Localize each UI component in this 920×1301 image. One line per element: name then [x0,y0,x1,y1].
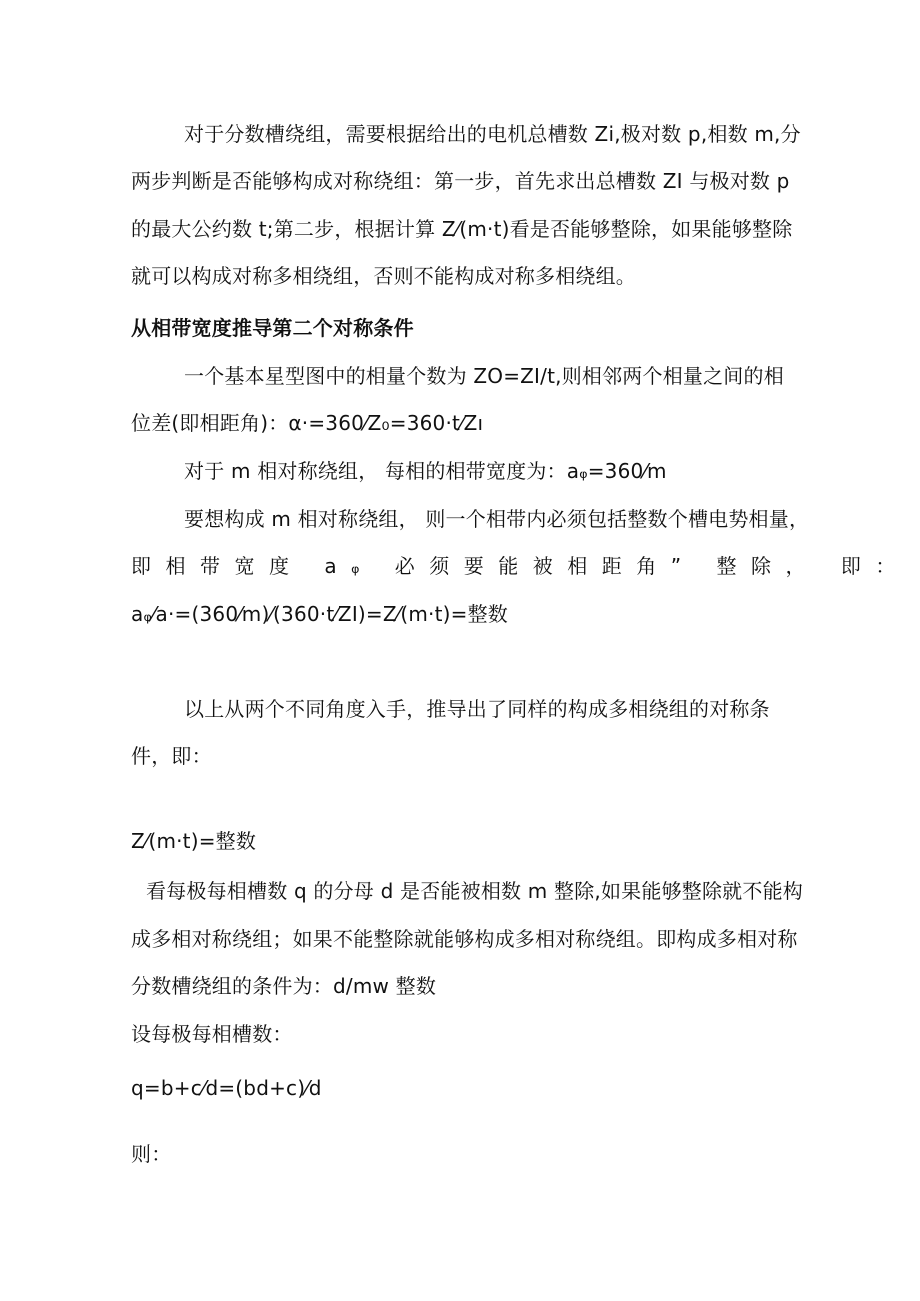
para6-line3: 分数槽绕组的条件为：d/mw 整数 [131,974,437,998]
para1-line4: 就可以构成对称多相绕组，否则不能构成对称多相绕组。 [131,264,636,288]
para1-line3: 的最大公约数 t;第二步，根据计算 Z⁄(m·t)看是否能够整除，如果能够整除 [131,217,793,241]
para3-line1: 对于 m 相对称绕组， 每相的相带宽度为：aᵩ=360⁄m [184,459,667,483]
para6-line1: 看每极每相槽数 q 的分母 d 是否能被相数 m 整除,如果能够整除就不能构 [146,879,803,903]
para7: 设每极每相槽数： [131,1022,293,1046]
formula-condition: Z⁄(m·t)=整数 [131,829,257,853]
para6-line2: 成多相对称绕组；如果不能整除就能够构成多相对称绕组。即构成多相对称 [131,927,798,951]
para8: 则： [131,1142,172,1166]
section-heading: 从相带宽度推导第二个对称条件 [131,316,414,340]
para4-line2: 即相带宽度 aᵩ 必须要能被相距角” 整除， 即： [131,554,910,578]
para2-line2: 位差(即相距角)：α·=360⁄Z₀=360·t⁄Zı [131,411,484,435]
para2-line1: 一个基本星型图中的相量个数为 ZO=ZI/t,则相邻两个相量之间的相 [184,364,784,388]
para1-line2: 两步判断是否能够构成对称绕组：第一步，首先求出总槽数 ZI 与极对数 p [131,169,790,193]
para5-line2: 件，即： [131,744,212,768]
para5-line1: 以上从两个不同角度入手，推导出了同样的构成多相绕组的对称条 [184,697,770,721]
para4-line3: aᵩ⁄a·=(360⁄m)⁄(360·t⁄ZI)=Z⁄(m·t)=整数 [131,602,508,626]
para4-line1: 要想构成 m 相对称绕组， 则一个相带内必须包括整数个槽电势相量， [184,507,810,531]
para1-line1: 对于分数槽绕组，需要根据给出的电机总槽数 Zi,极对数 p,相数 m,分 [184,122,801,146]
formula-q: q=b+c⁄d=(bd+c)⁄d [131,1076,322,1100]
